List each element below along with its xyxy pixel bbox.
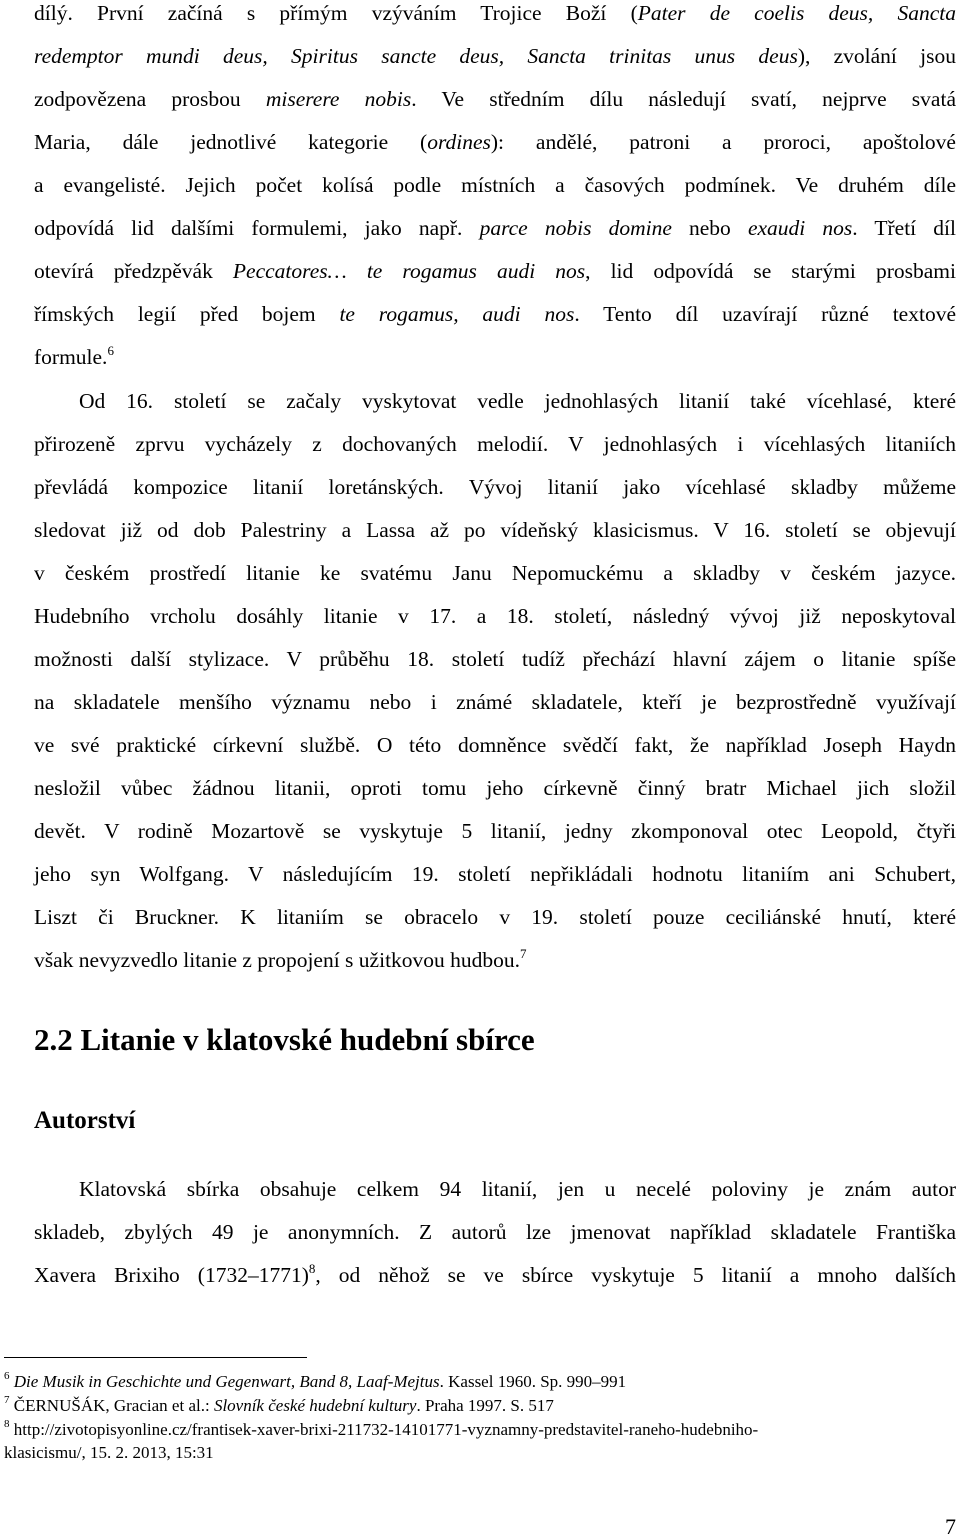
text-line [34, 301, 956, 327]
text-run: ve své praktické církevní službě. O této domněnce svědčí fakt, že například Joseph Haydn [34, 733, 956, 757]
text-run: odpovídá lid dalšími formulemi, jako např. [34, 216, 480, 240]
latin-text: Peccatores… te rogamus audi nos [232, 259, 586, 283]
footnote-line [4, 1372, 956, 1392]
text-line [34, 172, 956, 198]
text-line [79, 388, 956, 414]
footnote-reference: 8 [308, 1261, 316, 1276]
text-line [34, 1262, 956, 1288]
text-line [34, 861, 956, 887]
latin-text: te rogamus, audi nos [339, 302, 575, 326]
text-line [34, 1219, 956, 1245]
text-line [34, 689, 956, 715]
footnote-reference: 7 [520, 946, 527, 961]
footnote-reference: 6 [107, 343, 114, 358]
text-run: ČERNUŠÁK, Gracian et al.: [9, 1396, 214, 1415]
text-line [34, 775, 956, 801]
footnote-line [4, 1396, 956, 1416]
text-run: skladeb, zbylých 49 je anonymních. Z autorů lze jmenovat například skladatele Františka [34, 1220, 956, 1244]
text-line [79, 1176, 956, 1202]
text-run: http://zivotopisyonline.cz/frantisek-xaver-brixi-211732-14101771-vyznamny-predstavitel-raneho-hudebniho- [9, 1420, 759, 1439]
text-run: dílý. První začíná s přímým vzýváním Trojice Boží ( [34, 1, 638, 25]
subsection-heading: Autorství [34, 1107, 136, 1134]
latin-text: redemptor mundi deus, Spiritus sancte deus, Sancta trinitas unus deus [34, 44, 798, 68]
text-run: . Tento díl uzavírají různé textové [574, 302, 956, 326]
text-line [34, 603, 956, 629]
text-run: Hudebního vrcholu dosáhly litanie v 17. a 18. století, následný vývoj již neposkytoval [34, 604, 956, 628]
text-line [34, 129, 956, 155]
text-run: Od 16. století se začaly vyskytovat vedle jednohlasých litanií také vícehlasé, které [79, 389, 956, 413]
text-line [34, 215, 956, 241]
latin-text: Die Musik in Geschichte und Gegenwart, Band 8, Laaf-Mejtus [13, 1372, 440, 1391]
text-line [34, 431, 956, 457]
latin-text: parce nobis domine [479, 216, 672, 240]
text-run: ): andělé, patroni a proroci, apoštolové [490, 130, 956, 154]
latin-text: exaudi nos [747, 216, 853, 240]
section-heading: 2.2 Litanie v klatovské hudební sbírce [34, 1022, 535, 1057]
text-run: a evangelisté. Jejich počet kolísá podle místních a časových podmínek. Ve druhém díle [34, 173, 956, 197]
text-line [34, 560, 956, 586]
footnote-separator [4, 1357, 307, 1358]
latin-text: Slovník české hudební kultury [213, 1396, 417, 1415]
text-run: , lid odpovídá se starými prosbami [585, 259, 956, 283]
text-line [34, 0, 956, 26]
latin-text: miserere nobis [265, 87, 412, 111]
text-line [34, 43, 956, 69]
text-line [34, 344, 956, 370]
footnote-line [4, 1443, 956, 1463]
text-run: však nevyzvedlo litanie z propojení s užitkovou hudbou. [34, 948, 521, 972]
text-run: klasicismu/, 15. 2. 2013, 15:31 [4, 1443, 214, 1462]
text-run: . Třetí díl [852, 216, 956, 240]
text-run: formule. [34, 345, 108, 369]
text-run: na skladatele menšího významu nebo i známé skladatele, kteří je bezprostředně využívají [34, 690, 956, 714]
text-run: . Kassel 1960. Sp. 990–991 [439, 1372, 627, 1391]
text-run: Xavera Brixiho (1732–1771) [34, 1263, 309, 1287]
text-run: možnosti další stylizace. V průběhu 18. století tudíž přechází hlavní zájem o litanie spíše [34, 647, 956, 671]
text-run: zodpovězena prosbou [34, 87, 266, 111]
page-number: 7 [945, 1514, 956, 1539]
text-run: ), zvolání jsou [797, 44, 956, 68]
text-line [34, 904, 956, 930]
footnote-reference: 6 [4, 1370, 10, 1382]
text-line [34, 258, 956, 284]
text-line [34, 474, 956, 500]
text-line [34, 646, 956, 672]
text-run: v českém prostředí litanie ke svatému Janu Nepomuckému a skladby v českém jazyce. [34, 561, 956, 585]
latin-text: Pater de coelis deus, Sancta [637, 1, 956, 25]
text-run: sledovat již od dob Palestriny a Lassa až po vídeňský klasicismus. V 16. století se objevují [34, 518, 956, 542]
text-run: . Ve středním dílu následují svatí, nejprve svatá [411, 87, 956, 111]
text-run: jeho syn Wolfgang. V následujícím 19. století nepřikládali hodnotu litaniím ani Schubert, [34, 862, 956, 886]
text-run: nesložil vůbec žádnou litanii, oproti tomu jeho církevně činný bratr Michael jich složil [34, 776, 956, 800]
text-line [34, 86, 956, 112]
text-line [34, 818, 956, 844]
text-run: Maria, dále jednotlivé kategorie ( [34, 130, 428, 154]
text-run: Klatovská sbírka obsahuje celkem 94 litanií, jen u necelé poloviny je znám autor [79, 1177, 956, 1201]
footnote-reference: 8 [4, 1418, 10, 1430]
text-run: převládá kompozice litanií loretánských. Vývoj litanií jako vícehlasé skladby můžeme [34, 475, 956, 499]
text-run: otevírá předzpěvák [34, 259, 233, 283]
text-line [34, 947, 956, 973]
text-run: římských legií před bojem [34, 302, 340, 326]
text-run: přirozeně zprvu vycházely z dochovaných melodií. V jednohlasých i vícehlasých litaniích [34, 432, 956, 456]
text-run: . Praha 1997. S. 517 [416, 1396, 554, 1415]
latin-text: ordines [427, 130, 491, 154]
footnote-line [4, 1420, 956, 1440]
text-run: , od něhož se ve sbírce vyskytuje 5 litanií a mnoho dalších [315, 1263, 956, 1287]
text-line [34, 732, 956, 758]
footnote-reference: 7 [4, 1394, 10, 1406]
text-run: Liszt či Bruckner. K litaniím se obracelo v 19. století pouze ceciliánské hnutí, které [34, 905, 956, 929]
text-run: devět. V rodině Mozartově se vyskytuje 5 litanií, jedny zkomponoval otec Leopold, čtyři [34, 819, 956, 843]
text-line [34, 517, 956, 543]
text-run: nebo [671, 216, 748, 240]
